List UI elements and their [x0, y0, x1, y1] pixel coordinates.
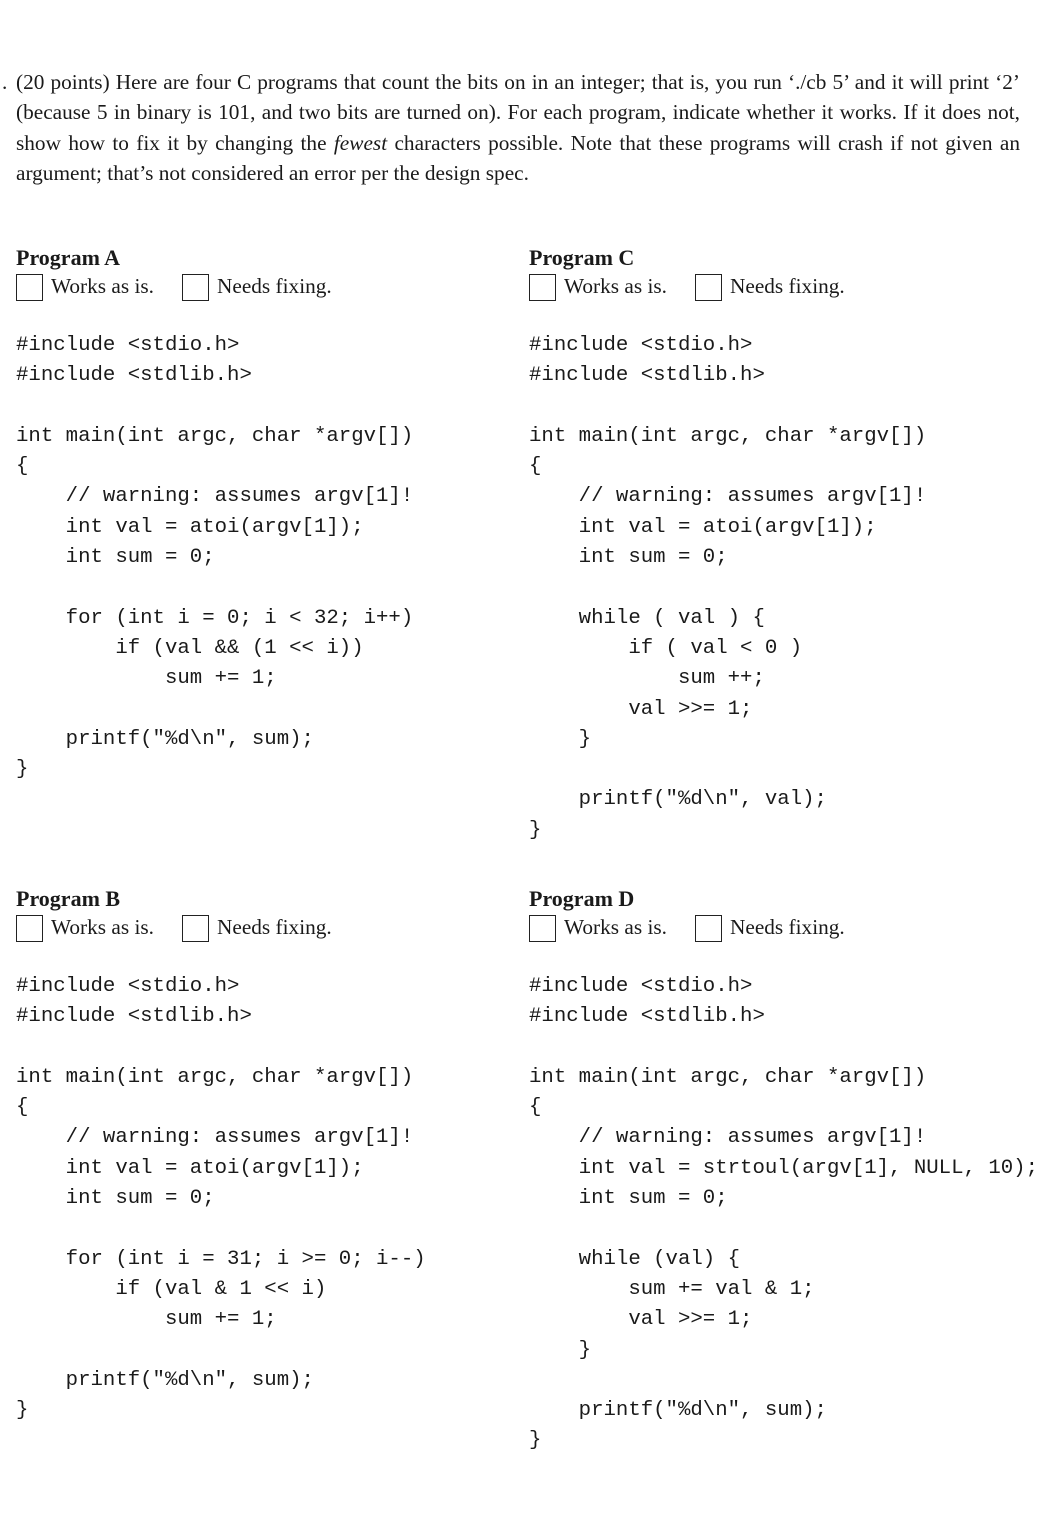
program-c: [529, 245, 1054, 846]
program-c-code: #include <stdio.h> #include <stdlib.h> int main(int argc, char *argv[]) { // warning: assumes argv[1]! int val = atoi(argv[1]); int sum = 0; while ( val ) { if ( val < 0 ) sum ++; val >>= 1; } printf("%d\n", val); }: [529, 334, 927, 842]
program-d-options: [529, 912, 1054, 942]
program-c-works-option[interactable]: [529, 271, 667, 301]
program-a-options: [16, 271, 541, 301]
question-emphasis: fewest: [333, 130, 388, 155]
program-c-title: Program C: [529, 245, 635, 270]
program-c-works-label: Works as is.: [564, 274, 667, 298]
program-b-works-option[interactable]: [16, 912, 154, 942]
program-b-title: Program B: [16, 886, 121, 911]
program-d-title: Program D: [529, 886, 635, 911]
question-text-after: characters possible. Note that these programs will crash if not given an argument; that’s not considered an error per the design spec.: [16, 130, 1020, 185]
program-c-options: [529, 271, 1054, 301]
program-a-works-option[interactable]: [16, 271, 154, 301]
program-d-works-label: Works as is.: [564, 915, 667, 939]
program-c-needs-fixing-checkbox[interactable]: [695, 274, 722, 301]
program-a-needs-fixing-option[interactable]: [182, 271, 332, 301]
program-a-works-checkbox[interactable]: [16, 274, 43, 301]
program-a-works-label: Works as is.: [51, 274, 154, 298]
program-c-works-checkbox[interactable]: [529, 274, 556, 301]
program-d-code: #include <stdio.h> #include <stdlib.h> int main(int argc, char *argv[]) { // warning: assumes argv[1]! int val = strtoul(argv[1], NULL, 10); int sum = 0; while (val) { sum += val & 1; val >>= 1; } printf("%d\n", sum); }: [529, 975, 1038, 1453]
program-d-needs-fixing-checkbox[interactable]: [695, 915, 722, 942]
program-a-code: #include <stdio.h> #include <stdlib.h> int main(int argc, char *argv[]) { // warning: assumes argv[1]! int val = atoi(argv[1]); int sum = 0; for (int i = 0; i < 32; i++) if (val && (1 << i)) sum += 1; printf("%d\n", sum); }: [16, 334, 414, 782]
question-number: .: [2, 70, 8, 94]
program-b-needs-fixing-option[interactable]: [182, 912, 332, 942]
program-a: [16, 245, 541, 785]
program-b-works-label: Works as is.: [51, 915, 154, 939]
program-d-needs-fixing-option[interactable]: [695, 912, 845, 942]
program-d-works-option[interactable]: [529, 912, 667, 942]
question-text-before: (20 points) Here are four C programs that count the bits on in an integer; that is, you run ‘./cb 5’ and it will print ‘2’ (because 5 in binary is 101, and two bits are turned on). For each program, indicate whether it works. If it does not, show how to fix it by changing the: [16, 70, 1020, 155]
program-b-code: #include <stdio.h> #include <stdlib.h> int main(int argc, char *argv[]) { // warning: assumes argv[1]! int val = atoi(argv[1]); int sum = 0; for (int i = 31; i >= 0; i--) if (val & 1 << i) sum += 1; printf("%d\n", sum); }: [16, 975, 426, 1423]
program-d-needs-fixing-label: Needs fixing.: [730, 915, 845, 939]
program-b: [16, 886, 541, 1426]
program-c-needs-fixing-option[interactable]: [695, 271, 845, 301]
program-b-works-checkbox[interactable]: [16, 915, 43, 942]
program-a-needs-fixing-checkbox[interactable]: [182, 274, 209, 301]
program-d-works-checkbox[interactable]: [529, 915, 556, 942]
program-b-options: [16, 912, 541, 942]
program-b-needs-fixing-label: Needs fixing.: [217, 915, 332, 939]
program-c-needs-fixing-label: Needs fixing.: [730, 274, 845, 298]
question-text: [2, 67, 1020, 188]
program-a-needs-fixing-label: Needs fixing.: [217, 274, 332, 298]
program-a-title: Program A: [16, 245, 121, 270]
program-b-needs-fixing-checkbox[interactable]: [182, 915, 209, 942]
program-d: [529, 886, 1054, 1457]
